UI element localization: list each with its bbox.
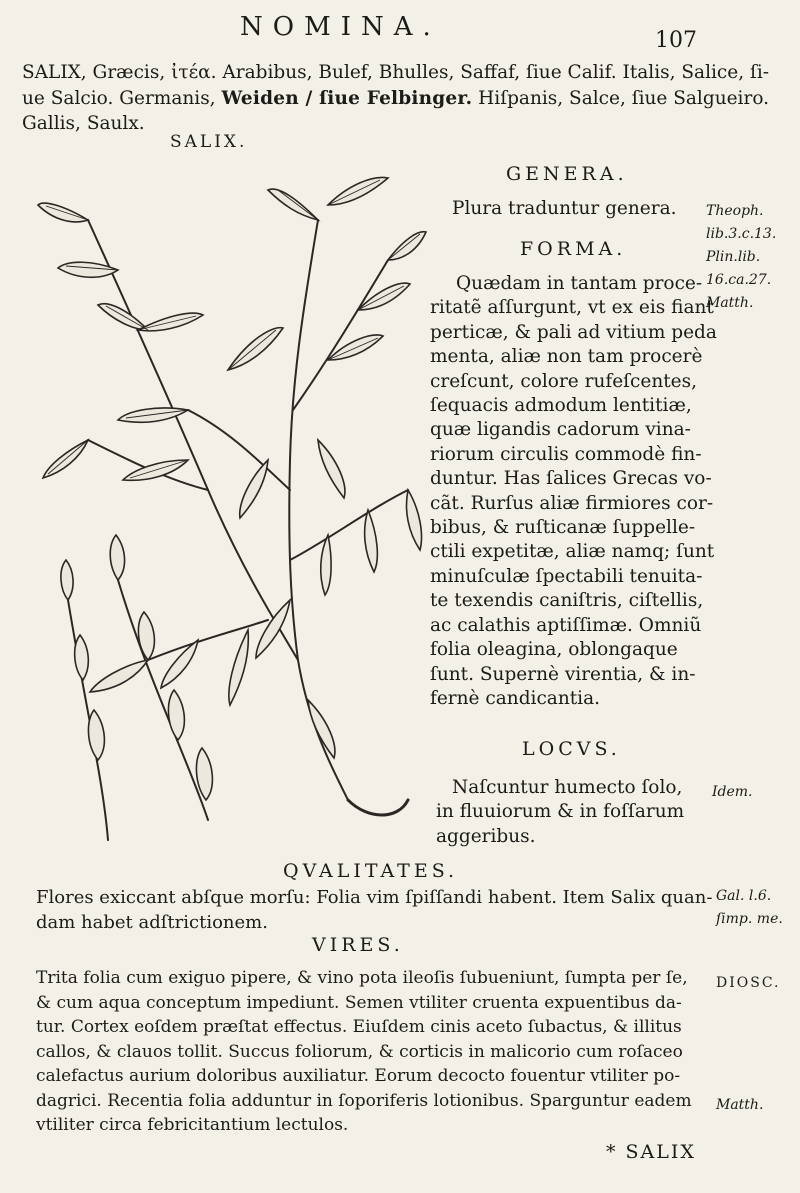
margin-line: Gal. l.6. <box>716 888 772 904</box>
nomina-line-3: Gallis, Saulx. <box>22 113 145 134</box>
forma-line: bibus, & ruſticanæ ſuppelle- <box>430 517 696 539</box>
forma-line: cãt. Rurſus aliæ firmiores cor- <box>430 492 714 514</box>
vires-line: callos, & clauos tollit. Succus foliorum, & corticis in malicorio cum roſaceo <box>36 1041 683 1062</box>
locus-heading: LOCVS. <box>522 738 621 760</box>
forma-heading: FORMA. <box>520 238 627 260</box>
page-number: 107 <box>655 28 697 53</box>
margin-line: Plin.lib. <box>706 249 761 265</box>
forma-line: ſequacis admodum lentitiæ, <box>430 395 692 417</box>
locus-line: in fluuiorum & in foſſarum <box>436 801 685 823</box>
forma-line: menta, aliæ non tam procerè <box>430 346 703 368</box>
vires-heading: VIRES. <box>312 934 404 956</box>
nomina-line-2-start: ue Salcio. Germanis, <box>22 88 222 109</box>
nomina-line-2 <box>22 88 769 109</box>
forma-line: ac calathis aptiſſimæ. Omniũ <box>430 614 702 636</box>
qualitates-line: Flores exiccant abſque morſu: Folia vim ſpiſſandi habent. Item Salix quan- <box>36 887 713 908</box>
nomina-line-1: SALIX, Græcis, ἰτέα. Arabibus, Bulef, Bhulles, Saffaf, ſiue Calif. Italis, Salice, ſi- <box>22 62 770 83</box>
locus-line: Naſcuntur humecto ſolo, <box>452 777 683 798</box>
locus-line: aggeribus. <box>436 825 536 847</box>
margin-line: Matth. <box>706 295 754 311</box>
forma-line: riorum circulis commodè fin- <box>430 443 702 465</box>
forma-line: quæ ligandis cadorum vina- <box>430 419 691 441</box>
vires-text <box>36 966 692 1138</box>
forma-line: folia oleagina, oblongaque <box>430 639 678 661</box>
forma-line: te texendis caniſtris, ciſtellis, <box>430 590 704 612</box>
genera-text: Plura traduntur genera. <box>452 198 677 219</box>
german-name-fraktur: Weiden / ſiue Felbinger. <box>221 88 473 109</box>
forma-line: minuſculæ ſpectabili tenuita- <box>430 565 703 587</box>
locus-text <box>436 776 716 849</box>
forma-line: perticæ, & pali ad vitium peda <box>430 321 717 343</box>
forma-line: creſcunt, colore rufeſcentes, <box>430 370 697 392</box>
margin-note-dioscorides: DIOSC. <box>716 975 781 991</box>
running-head: NOMINA. <box>240 12 441 42</box>
forma-line: duntur. Has ſalices Grecas vo- <box>430 468 712 490</box>
forma-line: ritatẽ aſſurgunt, vt ex eis fiant <box>430 297 714 319</box>
nomina-line-2-end: Hiſpanis, Salce, ſiue Salgueiro. <box>472 88 770 109</box>
qualitates-heading: QVALITATES. <box>283 860 459 882</box>
vires-line: vtiliter circa febricitantium lectulos. <box>36 1115 349 1135</box>
genera-heading: GENERA. <box>506 163 628 185</box>
vires-line: dagrici. Recentia folia adduntur in ſoporiferis lotionibus. Sparguntur eadem <box>36 1090 692 1111</box>
forma-line: fernè candicantia. <box>430 687 601 709</box>
forma-line: Quædam in tantam proce- <box>456 273 703 294</box>
catchword: * SALIX <box>606 1141 696 1163</box>
vires-line: tur. Cortex eoſdem præſtat effectus. Eiuſdem cinis aceto ſubactus, & illitus <box>36 1017 682 1037</box>
willow-woodcut-illustration <box>28 160 428 860</box>
vires-line: Trita folia cum exiguo pipere, & vino pota ileoſis ſubueniunt, ſumpta per ſe, <box>36 968 688 988</box>
margin-line: Theoph. <box>706 203 764 219</box>
margin-line: ſimp. me. <box>716 911 783 927</box>
margin-line: 16.ca.27. <box>706 272 772 288</box>
figure-caption: SALIX. <box>170 132 248 152</box>
forma-line: ſunt. Supernè virentia, & in- <box>430 663 696 685</box>
margin-note-matthiolus: Matth. <box>716 1097 764 1113</box>
forma-text <box>430 272 717 711</box>
qualitates-text <box>36 886 712 935</box>
qualitates-line: dam habet adſtrictionem. <box>36 911 268 933</box>
vires-line: & cum aqua conceptum impediunt. Semen vtiliter cruenta expuentibus da- <box>36 992 682 1013</box>
margin-note-theophrastus <box>706 200 776 315</box>
margin-note-idem: Idem. <box>712 784 753 800</box>
vires-line: calefactus aurium doloribus auxiliatur. Eorum decocto fouentur vtiliter po- <box>36 1066 681 1086</box>
margin-line: lib.3.c.13. <box>706 226 777 242</box>
margin-note-galen <box>716 885 783 931</box>
forma-line: ctili expetitæ, aliæ namq; ſunt <box>430 541 715 563</box>
